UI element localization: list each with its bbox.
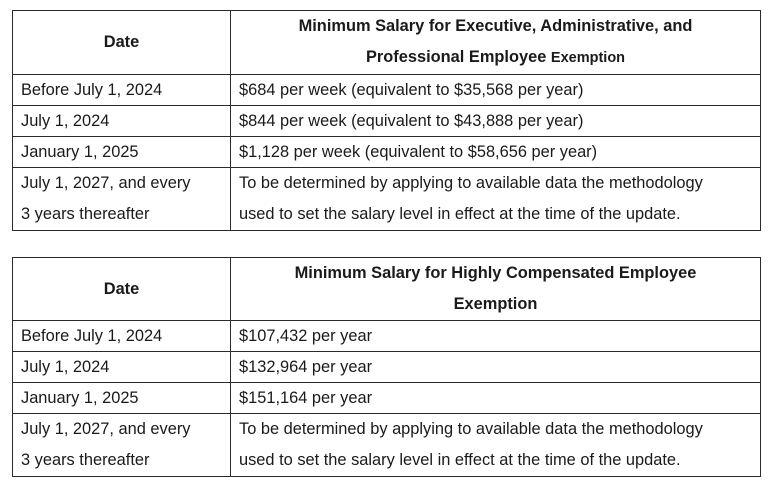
date-cell: Before July 1, 2024 bbox=[13, 75, 231, 106]
date-line-2: 3 years thereafter bbox=[21, 205, 150, 223]
table-row bbox=[13, 321, 761, 352]
date-cell: January 1, 2025 bbox=[13, 383, 231, 414]
salary-line-1: To be determined by applying to available data the methodology bbox=[239, 174, 703, 192]
salary-cell: $151,164 per year bbox=[231, 383, 761, 414]
salary-header-line-2-tail: Exemption bbox=[550, 50, 626, 66]
date-cell bbox=[13, 414, 231, 477]
salary-cell: $1,128 per week (equivalent to $58,656 per year) bbox=[231, 137, 761, 168]
date-cell: July 1, 2024 bbox=[13, 352, 231, 383]
exec-salary-table bbox=[12, 10, 761, 231]
salary-cell: $107,432 per year bbox=[231, 321, 761, 352]
table-row bbox=[13, 352, 761, 383]
date-line-2: 3 years thereafter bbox=[21, 451, 150, 469]
salary-line-2: used to set the salary level in effect at the time of the update. bbox=[239, 451, 681, 469]
date-line-1: July 1, 2027, and every bbox=[21, 420, 191, 438]
date-cell bbox=[13, 168, 231, 231]
salary-line-2: used to set the salary level in effect at the time of the update. bbox=[239, 205, 681, 223]
salary-cell: $684 per week (equivalent to $35,568 per year) bbox=[231, 75, 761, 106]
date-cell: January 1, 2025 bbox=[13, 137, 231, 168]
date-cell: July 1, 2024 bbox=[13, 106, 231, 137]
date-column-header: Date bbox=[13, 11, 231, 75]
date-cell: Before July 1, 2024 bbox=[13, 321, 231, 352]
salary-cell bbox=[231, 414, 761, 477]
salary-header-line-2-main: Professional Employee bbox=[365, 48, 547, 66]
table-row bbox=[13, 414, 761, 477]
table-row bbox=[13, 106, 761, 137]
date-line-1: July 1, 2027, and every bbox=[21, 174, 191, 192]
table-row bbox=[13, 168, 761, 231]
hce-salary-table bbox=[12, 257, 761, 477]
salary-cell: $132,964 per year bbox=[231, 352, 761, 383]
table-header-row bbox=[13, 258, 761, 321]
salary-cell: $844 per week (equivalent to $43,888 per year) bbox=[231, 106, 761, 137]
salary-cell bbox=[231, 168, 761, 231]
salary-column-header bbox=[231, 11, 761, 75]
table-row bbox=[13, 75, 761, 106]
salary-column-header bbox=[231, 258, 761, 321]
table-header-row bbox=[13, 11, 761, 75]
salary-header-line-1: Minimum Salary for Highly Compensated Employee bbox=[294, 264, 697, 282]
salary-header-line-2: Exemption bbox=[453, 295, 538, 313]
salary-header-line-2 bbox=[231, 42, 760, 74]
salary-line-1: To be determined by applying to available data the methodology bbox=[239, 420, 703, 438]
date-column-header: Date bbox=[13, 258, 231, 321]
table-row bbox=[13, 383, 761, 414]
table-row bbox=[13, 137, 761, 168]
salary-header-line-1: Minimum Salary for Executive, Administrative, and bbox=[298, 17, 693, 35]
